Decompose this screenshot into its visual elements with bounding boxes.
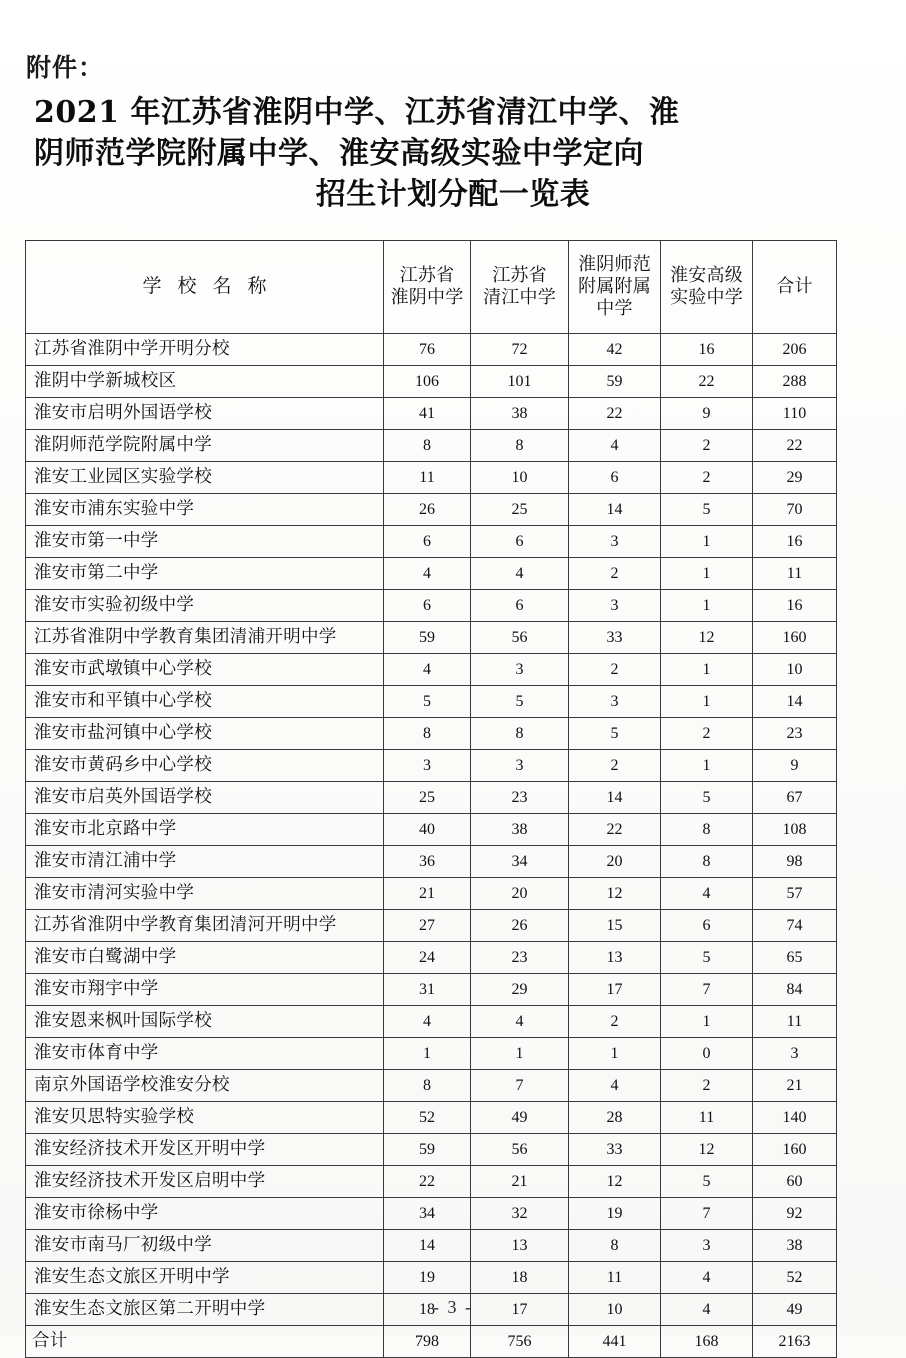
quota-cell: 34 xyxy=(384,1198,471,1230)
school-name-cell: 淮安市清河实验中学 xyxy=(26,878,384,910)
quota-cell: 288 xyxy=(753,366,837,398)
quota-cell: 13 xyxy=(471,1230,569,1262)
plan-table-container xyxy=(25,240,836,1358)
quota-cell: 140 xyxy=(753,1102,837,1134)
column-header-line: 淮安高级 xyxy=(670,264,743,286)
quota-cell: 756 xyxy=(471,1326,569,1358)
quota-cell: 42 xyxy=(569,334,661,366)
school-name-cell: 江苏省淮阴中学开明分校 xyxy=(26,334,384,366)
quota-cell: 22 xyxy=(569,398,661,430)
table-row xyxy=(26,1134,837,1166)
quota-cell: 98 xyxy=(753,846,837,878)
quota-cell: 1 xyxy=(661,1006,753,1038)
table-body xyxy=(26,334,837,1358)
quota-cell: 5 xyxy=(661,942,753,974)
school-name-cell: 淮安贝思特实验学校 xyxy=(26,1102,384,1134)
school-name-cell: 淮安市和平镇中心学校 xyxy=(26,686,384,718)
quota-cell: 2 xyxy=(661,1070,753,1102)
quota-cell: 1 xyxy=(661,654,753,686)
table-row xyxy=(26,910,837,942)
quota-cell: 8 xyxy=(569,1230,661,1262)
quota-cell: 3 xyxy=(471,750,569,782)
quota-cell: 11 xyxy=(661,1102,753,1134)
quota-cell: 33 xyxy=(569,1134,661,1166)
table-row xyxy=(26,1198,837,1230)
quota-cell: 6 xyxy=(384,526,471,558)
table-row xyxy=(26,494,837,526)
quota-cell: 29 xyxy=(753,462,837,494)
quota-cell: 20 xyxy=(471,878,569,910)
quota-cell: 11 xyxy=(384,462,471,494)
quota-cell: 32 xyxy=(471,1198,569,1230)
quota-cell: 14 xyxy=(569,494,661,526)
quota-cell: 5 xyxy=(569,718,661,750)
table-row xyxy=(26,782,837,814)
quota-cell: 4 xyxy=(661,1294,753,1326)
quota-cell: 36 xyxy=(384,846,471,878)
table-row xyxy=(26,686,837,718)
quota-cell: 168 xyxy=(661,1326,753,1358)
column-header-line: 淮阴师范 xyxy=(578,253,651,275)
quota-cell: 3 xyxy=(384,750,471,782)
quota-cell: 59 xyxy=(384,622,471,654)
quota-cell: 4 xyxy=(471,558,569,590)
table-row xyxy=(26,398,837,430)
quota-cell: 57 xyxy=(753,878,837,910)
table-row xyxy=(26,878,837,910)
quota-cell: 26 xyxy=(384,494,471,526)
quota-cell: 9 xyxy=(661,398,753,430)
quota-cell: 12 xyxy=(569,878,661,910)
quota-cell: 4 xyxy=(471,1006,569,1038)
quota-cell: 15 xyxy=(569,910,661,942)
table-header xyxy=(26,241,837,334)
quota-cell: 2 xyxy=(661,718,753,750)
school-name-cell: 淮安工业园区实验学校 xyxy=(26,462,384,494)
quota-cell: 8 xyxy=(384,1070,471,1102)
page-title xyxy=(30,92,876,215)
quota-cell: 7 xyxy=(661,974,753,1006)
table-row xyxy=(26,942,837,974)
column-header-school-name xyxy=(26,241,384,334)
quota-cell: 59 xyxy=(569,366,661,398)
quota-cell: 24 xyxy=(384,942,471,974)
quota-cell: 19 xyxy=(384,1262,471,1294)
quota-cell: 2 xyxy=(661,462,753,494)
quota-cell: 25 xyxy=(384,782,471,814)
quota-cell: 25 xyxy=(471,494,569,526)
table-row xyxy=(26,974,837,1006)
plan-table xyxy=(25,240,837,1358)
table-row xyxy=(26,1166,837,1198)
school-name-cell: 南京外国语学校淮安分校 xyxy=(26,1070,384,1102)
school-name-cell: 淮安市北京路中学 xyxy=(26,814,384,846)
quota-cell: 16 xyxy=(753,526,837,558)
quota-cell: 4 xyxy=(661,878,753,910)
quota-cell: 33 xyxy=(569,622,661,654)
quota-cell: 76 xyxy=(384,334,471,366)
quota-cell: 2 xyxy=(661,430,753,462)
quota-cell: 20 xyxy=(569,846,661,878)
title-line-2: 阴师范学院附属中学、淮安高级实验中学定向 xyxy=(34,136,644,172)
quota-cell: 4 xyxy=(384,558,471,590)
column-header-line: 合计 xyxy=(776,275,813,297)
quota-cell: 22 xyxy=(753,430,837,462)
quota-cell: 1 xyxy=(384,1038,471,1070)
table-row xyxy=(26,430,837,462)
column-header-line: 中学 xyxy=(596,298,633,320)
total-label-cell: 合计 xyxy=(26,1326,384,1358)
quota-cell: 6 xyxy=(569,462,661,494)
quota-cell: 14 xyxy=(569,782,661,814)
quota-cell: 206 xyxy=(753,334,837,366)
quota-cell: 23 xyxy=(471,782,569,814)
school-name-cell: 淮安经济技术开发区启明中学 xyxy=(26,1166,384,1198)
column-header-line: 学 校 名 称 xyxy=(142,275,272,298)
quota-cell: 1 xyxy=(661,750,753,782)
quota-cell: 6 xyxy=(471,526,569,558)
quota-cell: 110 xyxy=(753,398,837,430)
quota-cell: 23 xyxy=(471,942,569,974)
column-header-huaiyin xyxy=(384,241,471,334)
quota-cell: 16 xyxy=(661,334,753,366)
quota-cell: 2163 xyxy=(753,1326,837,1358)
column-header-qingjiang xyxy=(471,241,569,334)
school-name-cell: 淮安市浦东实验中学 xyxy=(26,494,384,526)
quota-cell: 441 xyxy=(569,1326,661,1358)
table-row xyxy=(26,334,837,366)
column-header-total xyxy=(753,241,837,334)
quota-cell: 70 xyxy=(753,494,837,526)
quota-cell: 65 xyxy=(753,942,837,974)
quota-cell: 4 xyxy=(661,1262,753,1294)
column-header-line: 淮阴中学 xyxy=(390,287,464,308)
quota-cell: 4 xyxy=(384,654,471,686)
quota-cell: 92 xyxy=(753,1198,837,1230)
quota-cell: 4 xyxy=(384,1006,471,1038)
column-header-line: 实验中学 xyxy=(670,287,743,308)
quota-cell: 14 xyxy=(384,1230,471,1262)
quota-cell: 23 xyxy=(753,718,837,750)
table-row xyxy=(26,462,837,494)
quota-cell: 8 xyxy=(384,718,471,750)
quota-cell: 8 xyxy=(384,430,471,462)
quota-cell: 101 xyxy=(471,366,569,398)
quota-cell: 4 xyxy=(569,1070,661,1102)
quota-cell: 59 xyxy=(384,1134,471,1166)
quota-cell: 7 xyxy=(471,1070,569,1102)
column-header-shifan xyxy=(569,241,661,334)
quota-cell: 1 xyxy=(661,590,753,622)
table-row xyxy=(26,814,837,846)
school-name-cell: 江苏省淮阴中学教育集团清河开明中学 xyxy=(26,910,384,942)
quota-cell: 21 xyxy=(384,878,471,910)
title-line-3: 招生计划分配一览表 xyxy=(315,177,591,213)
quota-cell: 1 xyxy=(471,1038,569,1070)
quota-cell: 6 xyxy=(661,910,753,942)
school-name-cell: 淮安经济技术开发区开明中学 xyxy=(26,1134,384,1166)
quota-cell: 28 xyxy=(569,1102,661,1134)
school-name-cell: 淮安生态文旅区开明中学 xyxy=(26,1262,384,1294)
quota-cell: 18 xyxy=(471,1262,569,1294)
quota-cell: 22 xyxy=(569,814,661,846)
quota-cell: 8 xyxy=(471,718,569,750)
quota-cell: 21 xyxy=(753,1070,837,1102)
quota-cell: 6 xyxy=(384,590,471,622)
school-name-cell: 淮安市翔宇中学 xyxy=(26,974,384,1006)
school-name-cell: 淮安市盐河镇中心学校 xyxy=(26,718,384,750)
quota-cell: 31 xyxy=(384,974,471,1006)
quota-cell: 49 xyxy=(753,1294,837,1326)
quota-cell: 11 xyxy=(569,1262,661,1294)
quota-cell: 5 xyxy=(661,782,753,814)
quota-cell: 38 xyxy=(471,814,569,846)
quota-cell: 2 xyxy=(569,558,661,590)
school-name-cell: 淮安市南马厂初级中学 xyxy=(26,1230,384,1262)
header-row xyxy=(26,241,837,334)
school-name-cell: 淮安市第二中学 xyxy=(26,558,384,590)
quota-cell: 1 xyxy=(569,1038,661,1070)
school-name-cell: 淮安市武墩镇中心学校 xyxy=(26,654,384,686)
quota-cell: 5 xyxy=(661,494,753,526)
quota-cell: 56 xyxy=(471,1134,569,1166)
column-header-gaoji xyxy=(661,241,753,334)
quota-cell: 10 xyxy=(569,1294,661,1326)
quota-cell: 3 xyxy=(471,654,569,686)
table-row xyxy=(26,1102,837,1134)
column-header-line: 附属附属 xyxy=(578,275,651,297)
column-header-line: 清江中学 xyxy=(483,287,556,308)
table-row xyxy=(26,718,837,750)
quota-cell: 29 xyxy=(471,974,569,1006)
quota-cell: 8 xyxy=(661,846,753,878)
school-name-cell: 淮安市白鹭湖中学 xyxy=(26,942,384,974)
quota-cell: 4 xyxy=(569,430,661,462)
quota-cell: 8 xyxy=(661,814,753,846)
quota-cell: 17 xyxy=(471,1294,569,1326)
quota-cell: 5 xyxy=(661,1166,753,1198)
table-row xyxy=(26,558,837,590)
quota-cell: 34 xyxy=(471,846,569,878)
title-line-1: 2021 年江苏省淮阴中学、江苏省清江中学、淮 xyxy=(34,95,680,130)
attachment-label: 附件： xyxy=(26,53,105,82)
table-row xyxy=(26,1006,837,1038)
quota-cell: 14 xyxy=(753,686,837,718)
quota-cell: 12 xyxy=(569,1166,661,1198)
quota-cell: 11 xyxy=(753,558,837,590)
quota-cell: 38 xyxy=(753,1230,837,1262)
quota-cell: 60 xyxy=(753,1166,837,1198)
school-name-cell: 淮安市启英外国语学校 xyxy=(26,782,384,814)
quota-cell: 798 xyxy=(384,1326,471,1358)
quota-cell: 106 xyxy=(384,366,471,398)
quota-cell: 160 xyxy=(753,1134,837,1166)
table-row xyxy=(26,1038,837,1070)
quota-cell: 10 xyxy=(753,654,837,686)
quota-cell: 40 xyxy=(384,814,471,846)
quota-cell: 2 xyxy=(569,654,661,686)
school-name-cell: 淮安市徐杨中学 xyxy=(26,1198,384,1230)
quota-cell: 1 xyxy=(661,686,753,718)
quota-cell: 52 xyxy=(753,1262,837,1294)
table-row xyxy=(26,1262,837,1294)
table-total-row xyxy=(26,1326,837,1358)
column-header-line: 江苏省 xyxy=(399,264,455,286)
quota-cell: 0 xyxy=(661,1038,753,1070)
quota-cell: 160 xyxy=(753,622,837,654)
quota-cell: 72 xyxy=(471,334,569,366)
quota-cell: 5 xyxy=(384,686,471,718)
school-name-cell: 淮安市黄码乡中心学校 xyxy=(26,750,384,782)
school-name-cell: 淮阴中学新城校区 xyxy=(26,366,384,398)
quota-cell: 27 xyxy=(384,910,471,942)
quota-cell: 3 xyxy=(569,526,661,558)
quota-cell: 21 xyxy=(471,1166,569,1198)
quota-cell: 74 xyxy=(753,910,837,942)
page-number: - 3 - xyxy=(433,1297,473,1317)
quota-cell: 10 xyxy=(471,462,569,494)
table-row xyxy=(26,846,837,878)
quota-cell: 67 xyxy=(753,782,837,814)
quota-cell: 26 xyxy=(471,910,569,942)
school-name-cell: 淮安市实验初级中学 xyxy=(26,590,384,622)
table-row xyxy=(26,654,837,686)
quota-cell: 3 xyxy=(661,1230,753,1262)
table-row xyxy=(26,622,837,654)
quota-cell: 84 xyxy=(753,974,837,1006)
column-header-line: 江苏省 xyxy=(492,264,547,286)
quota-cell: 38 xyxy=(471,398,569,430)
table-row xyxy=(26,526,837,558)
table-row xyxy=(26,366,837,398)
quota-cell: 18 xyxy=(384,1294,471,1326)
quota-cell: 19 xyxy=(569,1198,661,1230)
school-name-cell: 淮安市体育中学 xyxy=(26,1038,384,1070)
school-name-cell: 淮安市清江浦中学 xyxy=(26,846,384,878)
quota-cell: 13 xyxy=(569,942,661,974)
school-name-cell: 江苏省淮阴中学教育集团清浦开明中学 xyxy=(26,622,384,654)
school-name-cell: 淮安市第一中学 xyxy=(26,526,384,558)
quota-cell: 2 xyxy=(569,1006,661,1038)
school-name-cell: 淮安市启明外国语学校 xyxy=(26,398,384,430)
quota-cell: 108 xyxy=(753,814,837,846)
quota-cell: 41 xyxy=(384,398,471,430)
quota-cell: 12 xyxy=(661,622,753,654)
quota-cell: 6 xyxy=(471,590,569,622)
quota-cell: 17 xyxy=(569,974,661,1006)
quota-cell: 3 xyxy=(569,686,661,718)
table-row xyxy=(26,1230,837,1262)
table-row xyxy=(26,1070,837,1102)
quota-cell: 12 xyxy=(661,1134,753,1166)
quota-cell: 5 xyxy=(471,686,569,718)
quota-cell: 3 xyxy=(569,590,661,622)
school-name-cell: 淮阴师范学院附属中学 xyxy=(26,430,384,462)
quota-cell: 49 xyxy=(471,1102,569,1134)
quota-cell: 9 xyxy=(753,750,837,782)
quota-cell: 22 xyxy=(384,1166,471,1198)
table-row xyxy=(26,590,837,622)
quota-cell: 11 xyxy=(753,1006,837,1038)
quota-cell: 22 xyxy=(661,366,753,398)
quota-cell: 16 xyxy=(753,590,837,622)
quota-cell: 7 xyxy=(661,1198,753,1230)
quota-cell: 8 xyxy=(471,430,569,462)
quota-cell: 52 xyxy=(384,1102,471,1134)
quota-cell: 56 xyxy=(471,622,569,654)
quota-cell: 1 xyxy=(661,526,753,558)
quota-cell: 2 xyxy=(569,750,661,782)
quota-cell: 1 xyxy=(661,558,753,590)
school-name-cell: 淮安恩来枫叶国际学校 xyxy=(26,1006,384,1038)
table-row xyxy=(26,750,837,782)
school-name-cell: 淮安生态文旅区第二开明中学 xyxy=(26,1294,384,1326)
quota-cell: 3 xyxy=(753,1038,837,1070)
